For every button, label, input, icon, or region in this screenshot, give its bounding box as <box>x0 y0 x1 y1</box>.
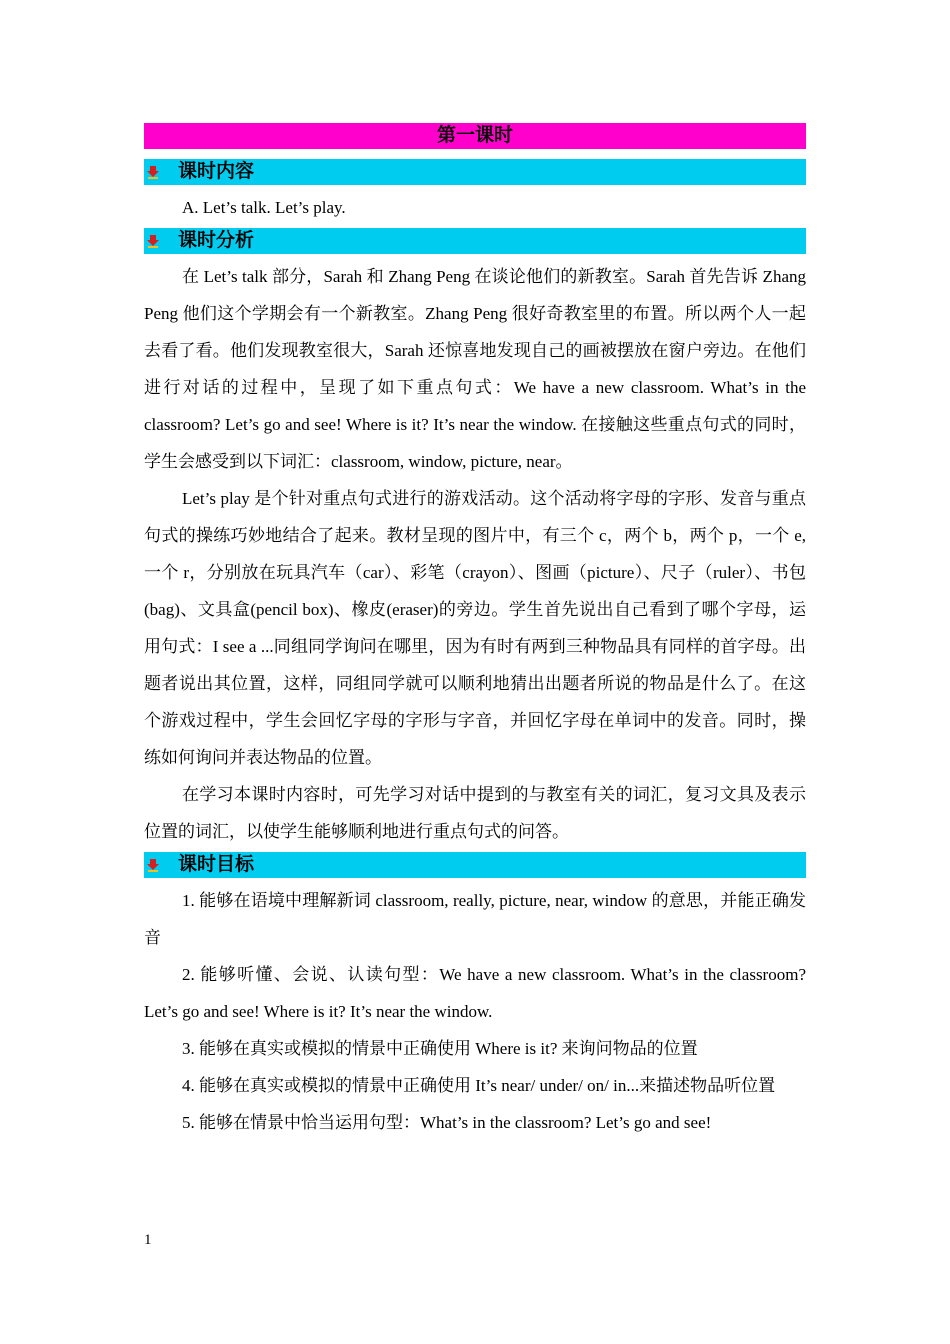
section-heading-analysis <box>144 228 806 254</box>
lesson-title-bar <box>144 123 806 149</box>
document-page <box>144 123 806 1141</box>
objective-item: 3. 能够在真实或模拟的情景中正确使用 Where is it? 来询问物品的位置 <box>182 1039 698 1058</box>
paragraph: Let’s play 是个针对重点句式进行的游戏活动。这个活动将字母的字形、发音与重点句式的操练巧妙地结合了起来。教材呈现的图片中，有三个 c，两个 b，两个 p，一个 e, 一个 r，分别放在玩具汽车（car）、彩笔（crayon）、图画（picture）、尺子（ruler）、书包(bag)、文具盒(pencil box)、橡皮(eraser)的旁边。学生首先说出自己看到了哪个字母，运用句式：I see a ...同组同学询问在哪里，因为有时有两到三种物品具有同样的首字母。出题者说出其位置，这样，同组同学就可以顺利地猜出出题者所说的物品是什么了。在这个游戏过程中，学生会回忆字母的字形与字音，并回忆字母在单词中的发音。同时，操练如何询问并表达物品的位置。 <box>144 489 806 767</box>
paragraph: A. Let’s talk. Let’s play. <box>182 198 346 217</box>
section-heading-text: 课时目标 <box>178 854 255 875</box>
section-heading-text: 课时内容 <box>178 161 255 182</box>
objective-item: 1. 能够在语境中理解新词 classroom, really, picture, near, window 的意思，并能正确发音 <box>144 891 806 947</box>
objective-item: 4. 能够在真实或模拟的情景中正确使用 It’s near/ under/ on/ in...来描述物品听位置 <box>182 1076 776 1095</box>
lesson-title: 第一课时 <box>436 125 513 146</box>
bullet-arrow-icon <box>146 165 160 179</box>
objective-item: 5. 能够在情景中恰当运用句型：What’s in the classroom? Let’s go and see! <box>182 1113 712 1132</box>
section-heading-content <box>144 159 806 185</box>
bullet-arrow-icon <box>146 858 160 872</box>
objective-item: 2. 能够听懂、会说、认读句型：We have a new classroom. What’s in the classroom? Let’s go and see! Where is it? It’s near the window. <box>144 965 806 1021</box>
section-heading-objectives <box>144 852 806 878</box>
page-number: 1 <box>144 1232 152 1248</box>
paragraph: 在学习本课时内容时，可先学习对话中提到的与教室有关的词汇，复习文具及表示位置的词汇，以使学生能够顺利地进行重点句式的问答。 <box>144 785 806 841</box>
paragraph: 在 Let’s talk 部分，Sarah 和 Zhang Peng 在谈论他们的新教室。Sarah 首先告诉 Zhang Peng 他们这个学期会有一个新教室。Zhang Peng 很好奇教室里的布置。所以两个人一起去看了看。他们发现教室很大，Sarah 还惊喜地发现自己的画被摆放在窗户旁边。在他们进行对话的过程中，呈现了如下重点句式：We have a new classroom. What’s in the classroom? Let’s go and see! Where is it? It’s near the window. 在接触这些重点句式的同时，学生会感受到以下词汇：classroom, window, picture, near。 <box>144 267 806 471</box>
section-heading-text: 课时分析 <box>178 230 255 251</box>
bullet-arrow-icon <box>146 234 160 248</box>
